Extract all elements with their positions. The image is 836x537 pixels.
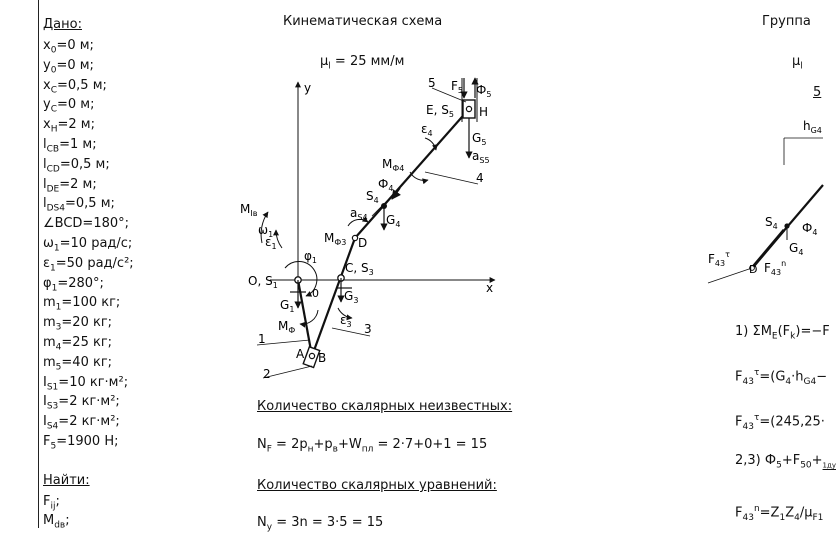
group-scale: $\mu_l$ xyxy=(792,54,803,72)
label-g3: $G_3$ xyxy=(344,289,359,305)
label-g4: $G_4$ xyxy=(386,213,401,229)
arc-mphi xyxy=(300,310,318,324)
given-item: $l_{DS4}=0,5$ м; xyxy=(43,196,115,214)
group-guide xyxy=(708,268,752,283)
label-as5: $a_{S5}$ xyxy=(472,149,490,165)
label-d: D xyxy=(358,236,368,250)
label-as4: $a_{S4}$ xyxy=(350,206,368,222)
given-item: $m_3=20$ кг; xyxy=(43,315,113,333)
scheme-scale: $\mu_l = 25$ мм/м xyxy=(320,54,405,72)
label-n4: 4 xyxy=(476,171,484,185)
given-item: $I_{S3}=2$ кг·м²; xyxy=(43,394,120,412)
arc-eps1 xyxy=(276,230,282,248)
label-x: x xyxy=(486,281,494,295)
label-eps4: $\varepsilon_4$ xyxy=(421,122,433,138)
given-item: $I_{S4}=2$ кг·м²; xyxy=(43,414,120,432)
label-n1: 1 xyxy=(258,332,266,346)
find-item: $F_{ij}$; xyxy=(43,494,60,512)
label-mphi4: $M_{Ф4}$ xyxy=(382,157,405,173)
group-s4-point xyxy=(784,223,789,228)
unknowns-title: Количество скалярных неизвестных: xyxy=(257,399,513,414)
given-item: $x_0=0$ м; xyxy=(43,38,94,56)
label-g1: $G_1$ xyxy=(280,298,295,314)
find-item: $M_{dв}$; xyxy=(43,513,70,531)
joint-d xyxy=(352,235,357,240)
label-f5: $F_5$ xyxy=(451,79,463,95)
group-h: $h_{G4}$ xyxy=(803,119,822,135)
label-g5: $G_5$ xyxy=(472,131,487,147)
group-d: D xyxy=(749,263,758,276)
group-label-5: 5 xyxy=(813,85,822,100)
given-item: $x_C=0,5$ м; xyxy=(43,77,107,96)
given-item: $m_1=100$ кг; xyxy=(43,295,121,313)
label-o: O, $S_1$ xyxy=(248,274,278,290)
label-omega1: $\omega_1$ xyxy=(258,223,274,239)
equations-formula: $N_y = 3n = 3\cdot 5 = 15$ xyxy=(257,515,384,533)
given-item: $x_H=2$ м; xyxy=(43,117,95,135)
group-title: Группа xyxy=(762,14,811,29)
group-g4: $G_4$ xyxy=(789,241,804,257)
label-a: A xyxy=(296,347,305,361)
given-item: ∠BCD=180°; xyxy=(43,216,130,232)
right-eq-5: $F_{43}^n=Z_1Z_4/\mu_{F1}$ xyxy=(735,504,824,523)
given-item: $l_{CB}=1$ м; xyxy=(43,137,97,155)
group-s4: $S_4$ xyxy=(765,215,778,231)
scheme-title: Кинематическая схема xyxy=(283,14,443,29)
joint-a xyxy=(309,353,314,358)
joint-e xyxy=(466,106,471,111)
given-item: $l_{DE}=2$ м; xyxy=(43,176,97,195)
label-e: E, $S_5$ xyxy=(426,103,454,119)
given-item: $\omega_1=10$ рад/с; xyxy=(43,236,133,254)
label-c: C, $S_3$ xyxy=(345,261,374,277)
right-eq-1: 1) $\Sigma M_E(F_k)=-F$ xyxy=(735,324,830,342)
given-item: $m_5=40$ кг; xyxy=(43,354,113,373)
equations-title: Количество скалярных уравнений: xyxy=(257,478,497,493)
given-item: $y_0=0$ м; xyxy=(43,57,94,76)
label-zero: 0 xyxy=(312,287,319,300)
right-eq-2: $F_{43}^\tau=(G_4\cdot h_{G4}-$ xyxy=(735,368,828,387)
group-phi4: $Ф_4$ xyxy=(802,221,818,237)
label-phi4: $Ф_4$ xyxy=(378,177,394,193)
label-phi1: $\varphi_1$ xyxy=(304,249,318,265)
label-n5: 5 xyxy=(428,76,436,90)
unknowns-formula: $N_F = 2p_н+p_в+W_{пл} = 2\cdot 7+0+1 = 15$ xyxy=(257,437,488,455)
given-item: $\varphi_1=280^\circ$; xyxy=(43,275,104,294)
label-mphi3: $M_{Ф3}$ xyxy=(324,231,347,247)
label-mphi: $M_Ф$ xyxy=(278,319,296,335)
label-eps1: $\varepsilon_1$ xyxy=(265,235,277,251)
label-y: y xyxy=(304,81,312,95)
group-f43t: $F_{43}^\tau$ xyxy=(708,250,730,268)
link-4 xyxy=(355,109,469,238)
given-item: $l_{CD}=0,5$ м; xyxy=(43,156,110,175)
right-eq-4: 2,3) $Ф_5+F_{50}+_{1ду}$ xyxy=(735,453,836,471)
label-h: H xyxy=(479,105,489,119)
given-item: $y_C=0$ м; xyxy=(43,97,95,115)
group-f43n: $F_{43}^n$ xyxy=(764,259,787,277)
label-eps3: $\varepsilon_3$ xyxy=(340,313,352,329)
right-eq-3: $F_{43}^\tau=(245,25\cdot$ xyxy=(735,413,825,432)
label-phi5: $Ф_5$ xyxy=(476,83,492,99)
label-mi1: $M_{Iв}$ xyxy=(240,202,258,218)
given-item: $m_4=25$ кг; xyxy=(43,335,113,353)
find-title: Найти: xyxy=(43,473,90,488)
label-n2: 2 xyxy=(263,367,271,381)
given-title: Дано: xyxy=(43,17,82,32)
given-item: $I_{S1}=10$ кг·м²; xyxy=(43,374,129,393)
leader-4 xyxy=(425,172,478,184)
label-b: B xyxy=(318,351,327,365)
label-s4: $S_4$ xyxy=(366,189,379,205)
given-item: $\varepsilon_1=50$ рад/с²; xyxy=(43,255,134,274)
label-n3: 3 xyxy=(364,322,372,336)
given-item: $F_5=1900$ Н; xyxy=(43,434,119,452)
